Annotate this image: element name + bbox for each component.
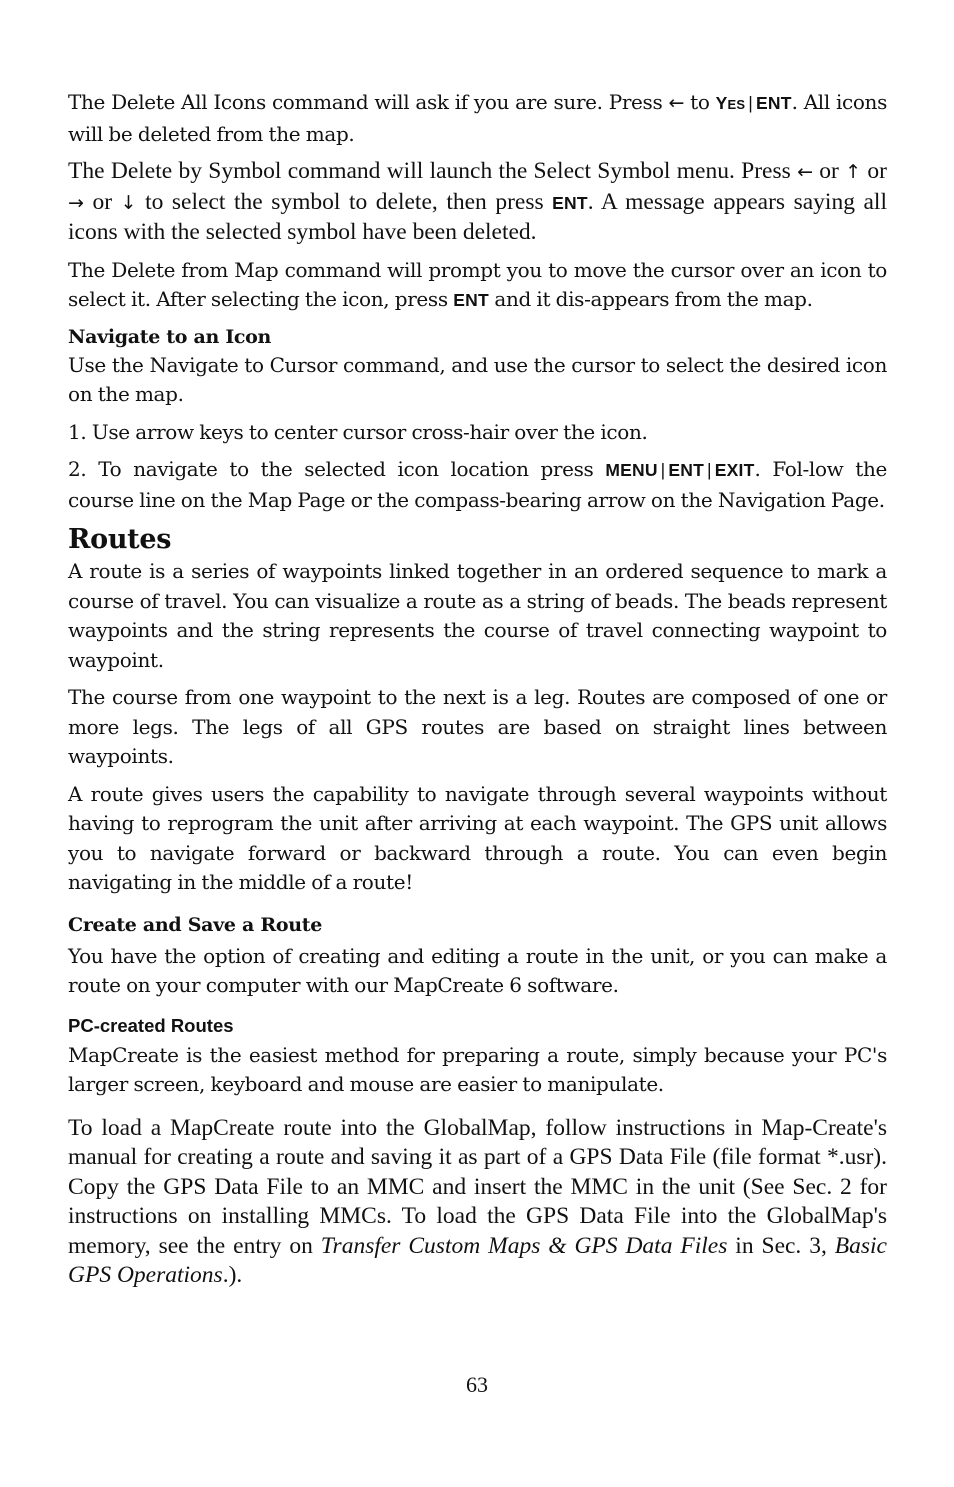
text: or xyxy=(83,188,121,215)
text: . A message appears saying all icons with the selected symbol have been deleted. xyxy=(68,188,887,245)
key-menu: MENU xyxy=(605,460,658,480)
key-ent: ENT xyxy=(552,192,588,213)
down-arrow-icon: ↓ xyxy=(120,191,137,214)
italic-reference: Basic GPS Operations xyxy=(68,1232,887,1288)
key-yes: YES xyxy=(715,93,746,113)
paragraph-delete-by-symbol xyxy=(68,157,887,248)
heading-navigate-to-icon: Navigate to an Icon xyxy=(68,325,272,348)
right-arrow-icon: → xyxy=(68,191,84,214)
up-arrow-icon: ↑ xyxy=(845,161,862,183)
paragraph-routes-legs: The course from one waypoint to the next is a leg. Routes are composed of one or more legs. The legs of all GPS routes are based on straight lines between waypoints. xyxy=(68,685,887,768)
page-number: 63 xyxy=(466,1372,488,1397)
text: 2. To navigate to the selected icon location press xyxy=(68,457,606,481)
paragraph-routes-capability: A route gives users the capability to navigate through several waypoints without having to reprogram the unit after arriving at each waypoint. The GPS unit allows you to navigate forward or backward through a route. You can even begin navigating in the middle of a route! xyxy=(68,781,887,894)
paragraph-delete-from-map xyxy=(68,256,887,316)
text: or xyxy=(812,158,846,184)
paragraph-routes-intro: A route is a series of waypoints linked together in an ordered sequence to mark a course of travel. You can visualize a route as a string of beads. The beads represent waypoints and the string represents the course of travel connecting waypoint to waypoint. xyxy=(68,559,887,672)
paragraph-delete-all-icons xyxy=(68,88,887,149)
key-ent: ENT xyxy=(453,290,489,310)
step-2 xyxy=(68,455,887,515)
text: The Delete All Icons command will ask if you are sure. Press xyxy=(68,90,669,114)
text: or xyxy=(861,158,887,184)
key-ent: ENT xyxy=(755,93,792,113)
heading-create-save-route: Create and Save a Route xyxy=(68,913,322,936)
key-separator: | xyxy=(748,93,753,113)
text: . All icons will be deleted from the map. xyxy=(68,90,887,146)
paragraph-navigate: Use the Navigate to Cursor command, and use the cursor to select the desired icon on the map. xyxy=(68,352,887,406)
paragraph-create-route: You have the option of creating and editing a route in the unit, or you can make a route on your computer with our MapCreate 6 software. xyxy=(68,943,887,997)
text: To load a MapCreate route into the GlobalMap, follow instructions in Map-Create's manual for creating a route and saving it as part of a GPS Data File (file format *.usr). Copy the GPS Data File to an MMC and insert the MMC in the unit (See Sec. 2 for instructions on installing MMCs. To load the GPS Data File into the GlobalMap's memory, see the entry on xyxy=(68,1114,887,1259)
heading-routes: Routes xyxy=(68,524,172,555)
key-ent: ENT xyxy=(668,460,705,480)
text: The Delete from Map command will prompt you to move the cursor over an icon to select it. After selecting the icon, press xyxy=(68,257,887,311)
paragraph-pc-routes: MapCreate is the easiest method for preparing a route, simply because your PC's larger screen, keyboard and mouse are easier to manipulate. xyxy=(68,1042,887,1096)
key-separator: | xyxy=(660,460,666,480)
page-body xyxy=(68,86,887,1291)
key-exit: EXIT xyxy=(714,460,755,480)
step-1: 1. Use arrow keys to center cursor cross-hair over the icon. xyxy=(68,419,648,444)
text: to xyxy=(684,90,716,114)
paragraph-load-mapcreate xyxy=(68,1114,887,1291)
left-arrow-icon: ← xyxy=(668,92,685,114)
left-arrow-icon: ← xyxy=(797,161,813,183)
text: .). xyxy=(222,1262,243,1288)
text: in Sec. 3, xyxy=(727,1232,835,1259)
text: to select the symbol to delete, then press xyxy=(136,188,553,215)
text: . Fol-low the course line on the Map Page or the compass-bearing arrow on the Navigation Page. xyxy=(68,457,887,512)
text: The Delete by Symbol command will launch the Select Symbol menu. Press xyxy=(68,158,798,184)
text: and it dis-appears from the map. xyxy=(488,287,813,311)
key-separator: | xyxy=(707,460,712,480)
italic-reference: Transfer Custom Maps & GPS Data Files xyxy=(320,1232,728,1259)
heading-pc-created-routes: PC-created Routes xyxy=(68,1014,234,1036)
